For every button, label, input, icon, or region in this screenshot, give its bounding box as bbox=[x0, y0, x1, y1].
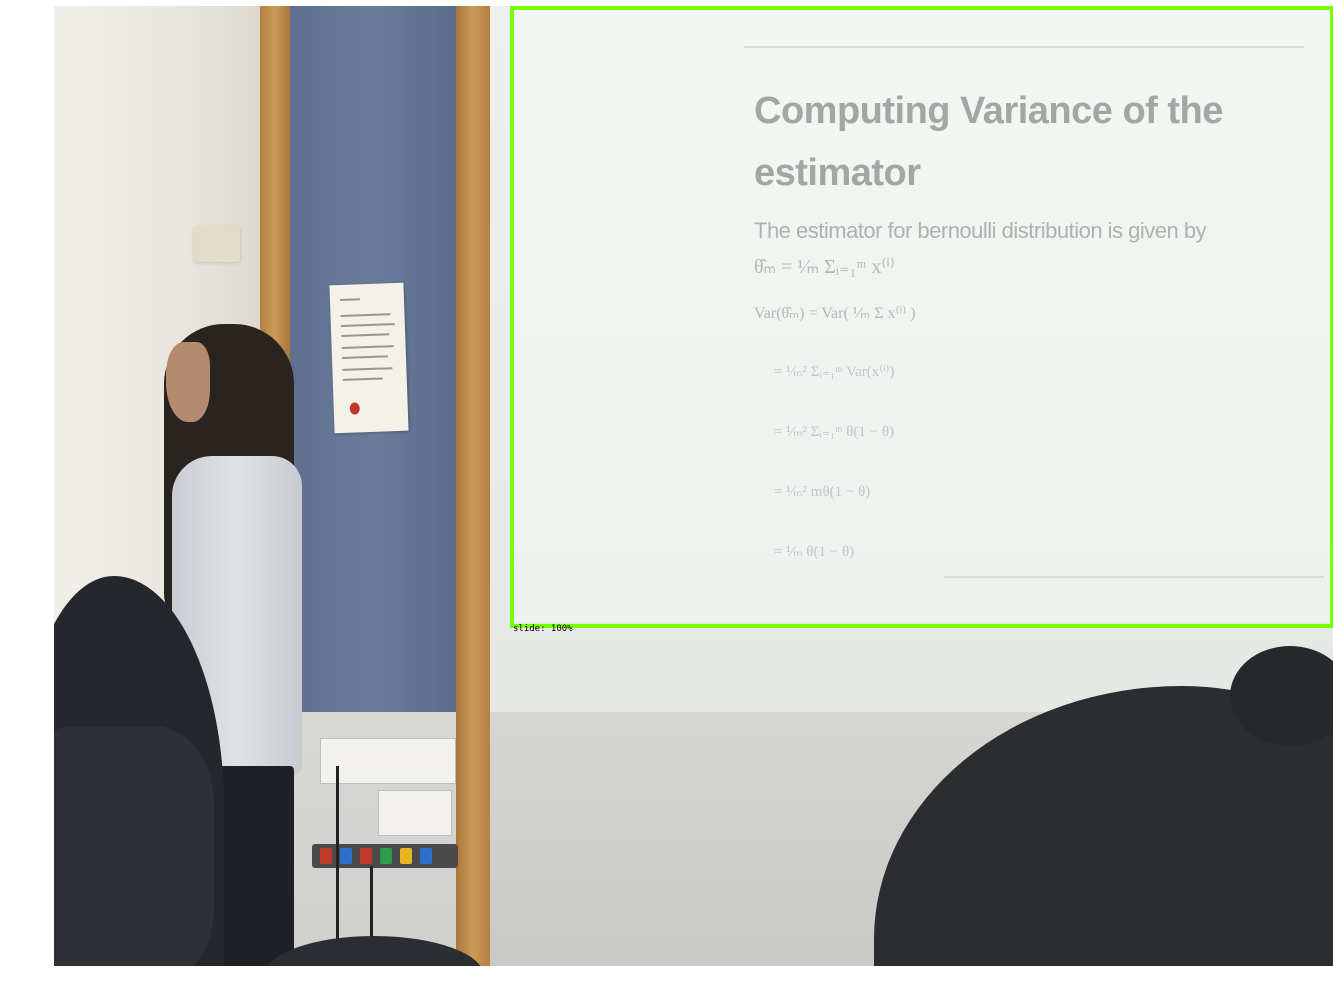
wood-pillar-right bbox=[456, 6, 490, 966]
projected-slide bbox=[514, 10, 1333, 622]
estimator-equation: θ̂ₘ = ¹⁄ₘ Σᵢ₌₁ᵐ x⁽ⁱ⁾ bbox=[754, 256, 895, 278]
variance-equation: Var(θ̂ₘ) = Var( ¹⁄ₘ Σ x⁽ⁱ⁾ ) bbox=[754, 305, 916, 322]
wall-notice-paper bbox=[329, 283, 408, 433]
power-strip bbox=[312, 844, 458, 868]
derivation-step: = ¹⁄ₘ² mθ(1 − θ) bbox=[774, 484, 871, 500]
wall-sockets-lower bbox=[378, 790, 452, 836]
slide-title bbox=[754, 80, 1314, 204]
power-cable bbox=[336, 766, 339, 966]
wall-sockets-upper bbox=[320, 738, 456, 784]
slide-title-line1: Computing Variance of the bbox=[754, 90, 1223, 132]
classroom-photo bbox=[54, 6, 1333, 966]
derivation-step: = ¹⁄ₘ² Σᵢ₌₁ᵐ θ(1 − θ) bbox=[774, 424, 895, 440]
audience-head-left-shadow bbox=[54, 726, 214, 966]
slide-subtitle: The estimator for bernoulli distribution is given by bbox=[754, 218, 1207, 243]
presenter-face bbox=[166, 342, 210, 422]
wall-switch-box bbox=[194, 226, 240, 262]
slide-title-line2: estimator bbox=[754, 152, 921, 194]
derivation-step: = ¹⁄ₘ θ(1 − θ) bbox=[774, 544, 855, 560]
derivation-steps bbox=[774, 362, 894, 602]
derivation-step: = ¹⁄ₘ² Σᵢ₌₁ᵐ Var(x⁽ⁱ⁾) bbox=[774, 364, 895, 380]
slide-detection-label: slide: 100% bbox=[513, 624, 573, 634]
